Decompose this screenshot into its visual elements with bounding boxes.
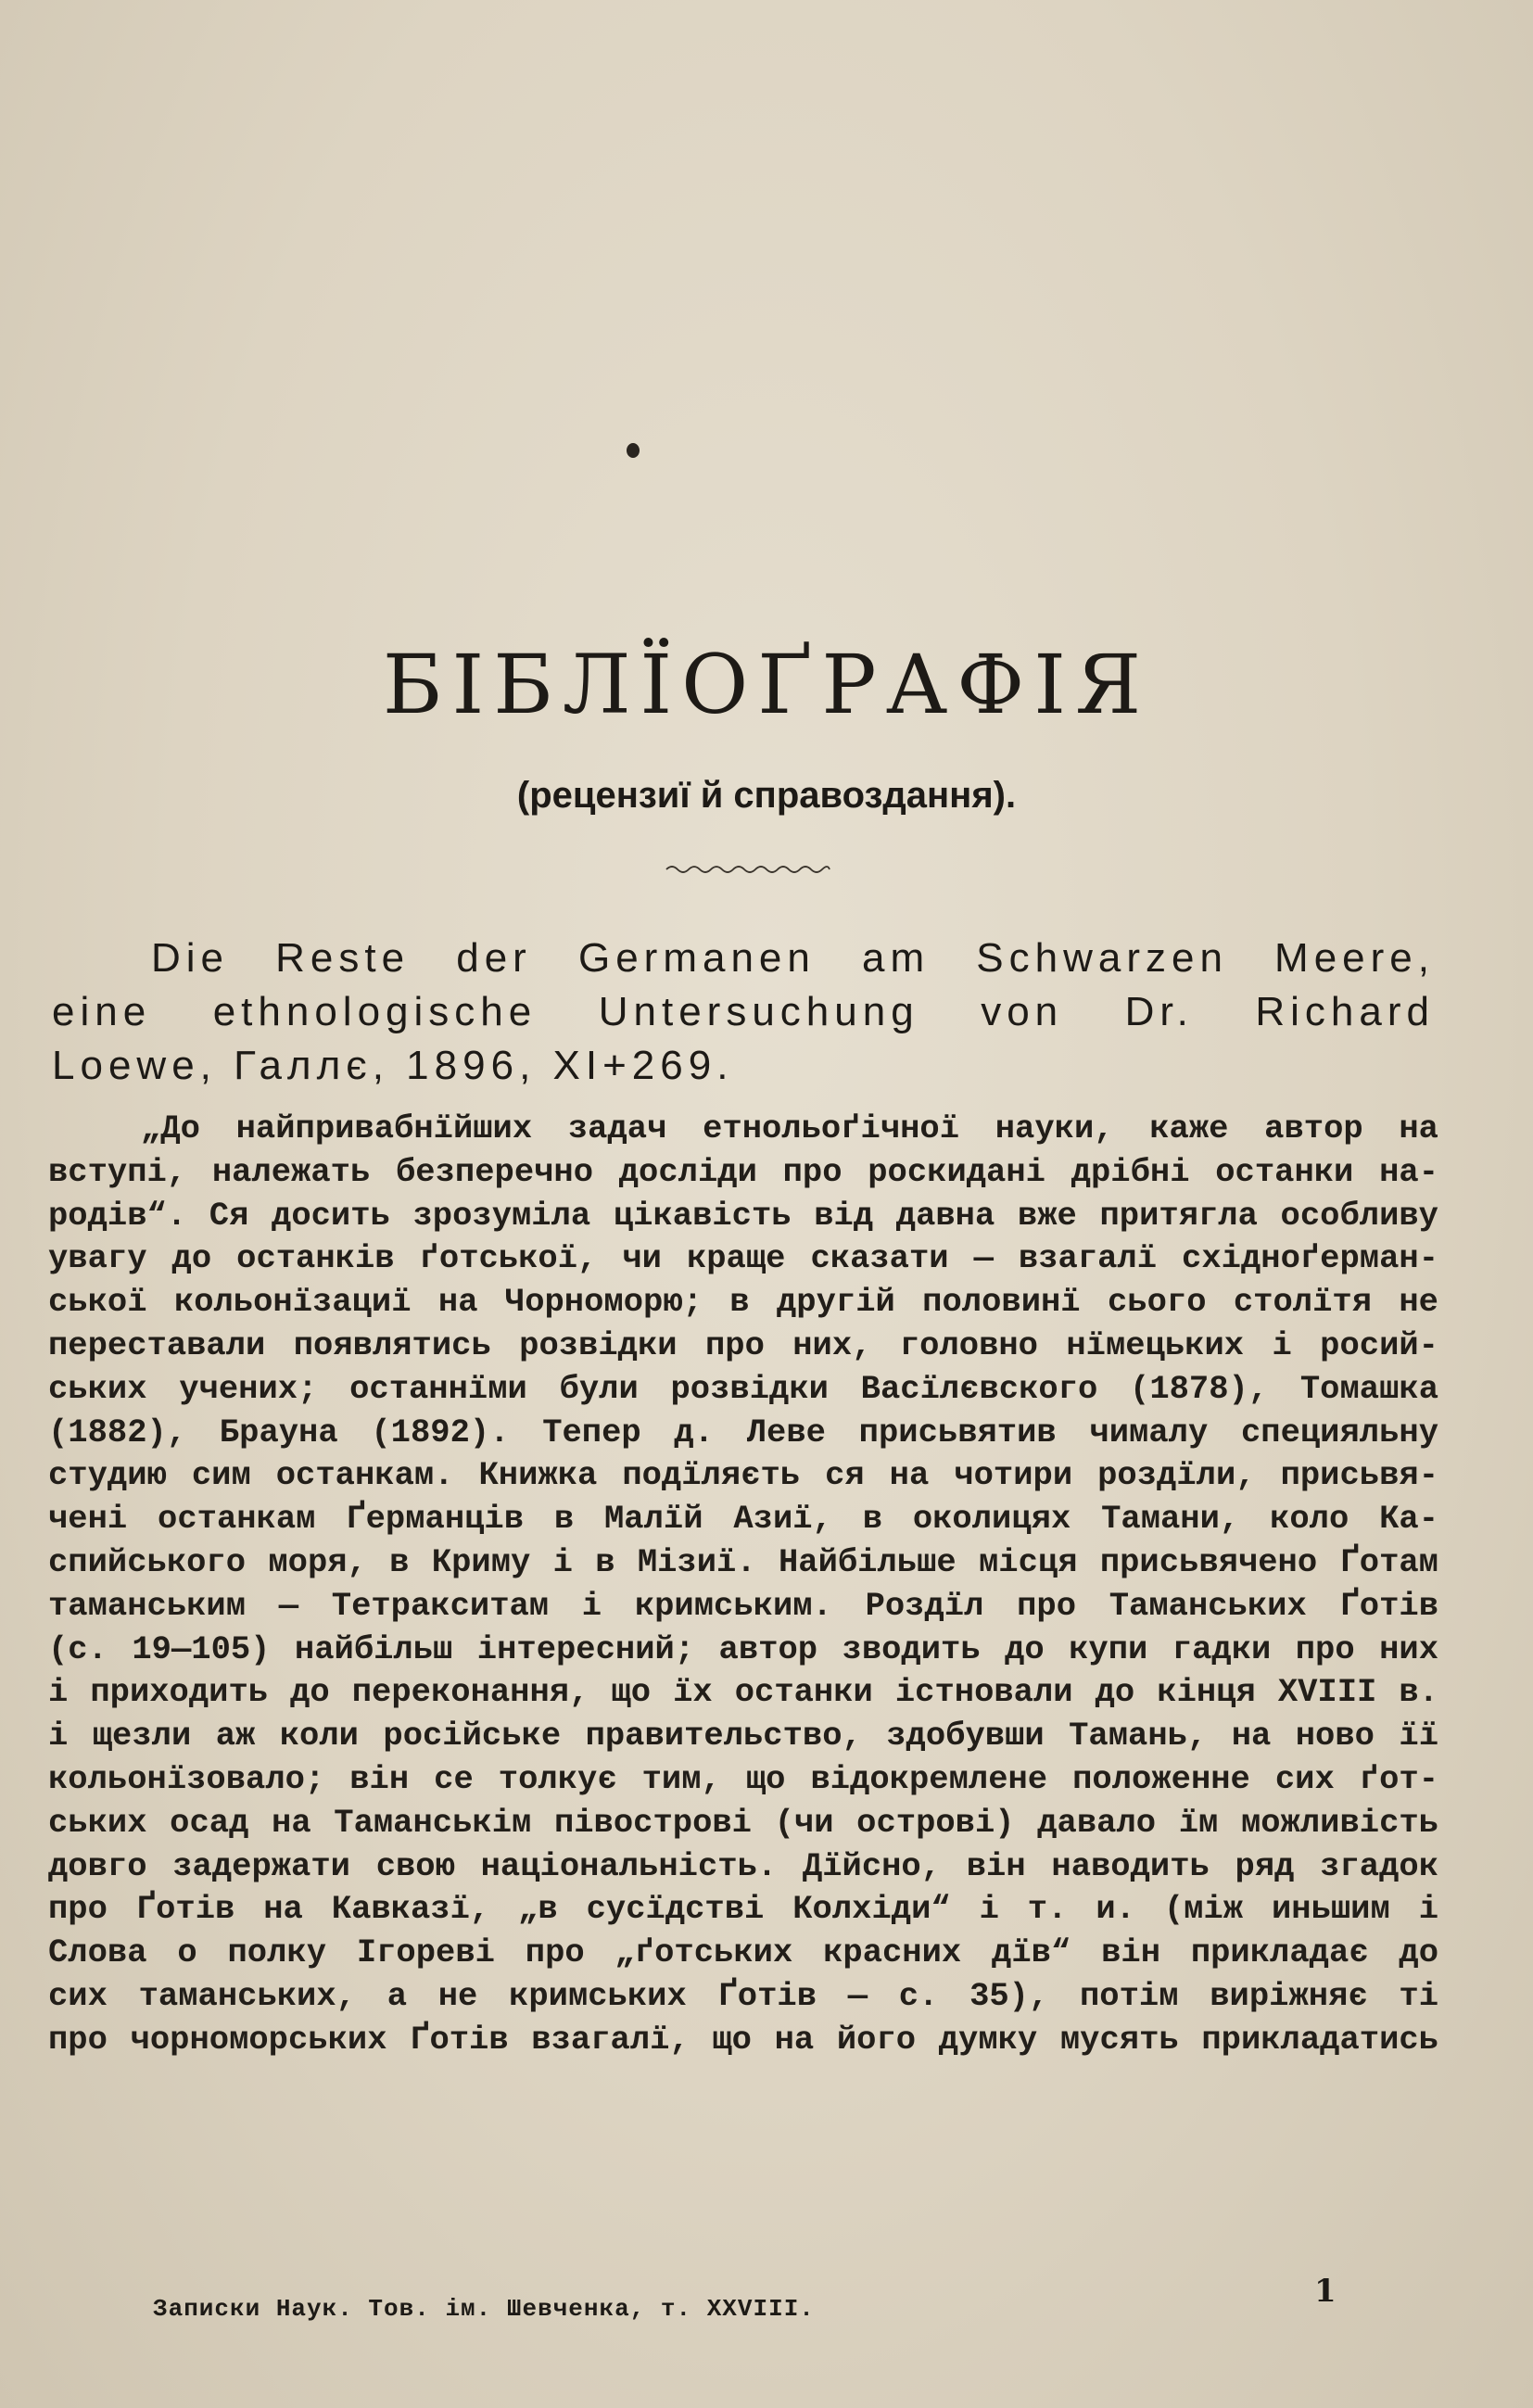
body-line: і приходить до переконання, що їх останки істновали до кінця XVIII в.: [48, 1673, 1438, 1712]
book-ref-line: Die Reste der Germanen am Schwarzen Meere,: [151, 935, 1435, 981]
body-line: (1882), Брауна (1892). Тепер д. Леве присьвятив чималу специяльну: [48, 1413, 1438, 1451]
body-line: ських осад на Таманськім півострові (чи острові) давало їм можливість: [48, 1803, 1438, 1842]
body-line: ської кольонїзациї на Чорноморю; в другій половинї сього столїтя не: [48, 1283, 1438, 1322]
wavy-divider: [665, 862, 831, 875]
body-line: „До найпривабнїйших задач етнольоґічної науки, каже автор на: [141, 1109, 1438, 1147]
body-line: довго задержати свою національність. Дїйсно, він наводить ряд згадок: [48, 1846, 1438, 1885]
body-line: (с. 19—105) найбільш інтересний; автор зводить до купи гадки про них: [48, 1629, 1438, 1668]
body-line: про чорноморських Ґотів взагалї, що на його думку мусять прикладатись: [48, 2020, 1438, 2059]
body-line: спийського моря, в Криму і в Мізиї. Найбільше місця присьвячено Ґотам: [48, 1542, 1438, 1581]
book-ref-line: eine ethnologische Untersuchung von Dr. Richard: [52, 989, 1435, 1034]
body-line: Слова о полку Ігореві про „ґотських красних дїв“ він прикладає до: [48, 1933, 1438, 1972]
reviewed-book-reference: [52, 932, 1435, 1093]
section-subtitle: (рецензиї й справоздання).: [516, 775, 1017, 816]
body-line: переставали появлятись розвідки про них, головно нїмецьких і росий-: [48, 1325, 1438, 1364]
review-body: [48, 1108, 1438, 2062]
body-line: про Ґотів на Кавказї, „в сусїдстві Колхіди“ і т. и. (між иньшим і: [48, 1890, 1438, 1929]
page-number: 1: [1314, 2273, 1337, 2310]
body-line: вступі, належать безперечно досліди про роскидані дрібні останки на-: [48, 1152, 1438, 1191]
section-title: БІБЛЇОҐРАФІЯ: [382, 637, 1151, 732]
body-line: родів“. Ся досить зрозуміла цікавість від давна вже притягла особливу: [48, 1196, 1438, 1235]
body-line: і щезли аж коли російське правительство, здобувши Тамань, на ново її: [48, 1717, 1438, 1755]
body-line: кольонїзовало; він се толкує тим, що відокремлене положенне сих ґот-: [48, 1759, 1438, 1798]
journal-footnote: Записки Наук. Тов. ім. Шевченка, т. XXVIII.: [153, 2295, 815, 2323]
body-line: увагу до останків ґотської, чи краще сказати — взагалї східноґерман-: [48, 1239, 1438, 1278]
body-line: чені останкам Ґерманців в Малїй Азиї, в околицях Тамани, коло Ка-: [48, 1500, 1438, 1539]
book-ref-line: Loewe, Галлє, 1896, XI+269.: [52, 1043, 734, 1088]
ornament-dot: [627, 443, 640, 458]
body-line: сих таманських, а не кримських Ґотів — с. 35), потім виріжняє ті: [48, 1976, 1438, 2015]
body-line: таманським — Тетракситам і кримським. Роздїл про Таманських Ґотів: [48, 1586, 1438, 1625]
body-line: ських учених; останнїми були розвідки Васїлєвского (1878), Томашка: [48, 1369, 1438, 1408]
body-line: студию сим останкам. Книжка подїляєть ся на чотири роздїли, присьвя-: [48, 1456, 1438, 1495]
